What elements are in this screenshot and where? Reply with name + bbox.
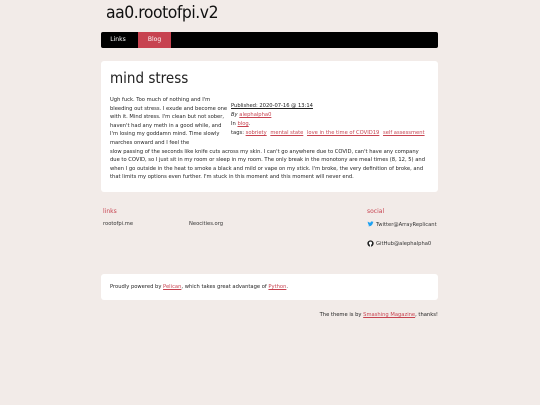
social-heading: social: [367, 208, 385, 215]
in-prefix: In: [231, 121, 236, 127]
post-card: [101, 61, 438, 192]
theme-credit: [320, 312, 438, 318]
post-content-rest: slow passing of the seconds like knife cuts across my skin. I can't go anywhere due to COVID, can't have any company due to COVID, so I just sit in my room or sleep in my room. The only break in the monotony are meal times (8, 12, 5) and when I go outside in the heat to smoke a black and mild or vape on my stick. I'm broke, the very definition of broke, and that limits my options even further. I'm stuck in this moment and this moment will never end.: [110, 148, 425, 181]
twitter-label: Twitter@ArrayReplicant: [376, 222, 437, 228]
tag-link[interactable]: love in the time of COVID19: [306, 130, 380, 136]
tags-prefix: tags:: [231, 130, 244, 136]
github-icon: [367, 240, 374, 247]
links-heading: links: [103, 208, 117, 215]
navbar: [101, 32, 438, 48]
nav-blog[interactable]: Blog: [138, 32, 171, 48]
github-link[interactable]: [367, 240, 431, 247]
powered-prefix: Proudly powered by: [110, 284, 162, 290]
powered-by-card: [101, 274, 438, 300]
smashing-link[interactable]: Smashing Magazine: [363, 312, 416, 318]
powered-suffix: .: [286, 284, 289, 290]
powered-middle: , which takes great advantage of: [181, 284, 267, 290]
theme-suffix: , thanks!: [415, 312, 438, 318]
tag-link[interactable]: sobriety: [245, 130, 267, 136]
tag-link[interactable]: self assessment: [383, 130, 425, 136]
post-content-intro: Ugh fuck. Too much of nothing and I'm bleeding out stress. I exude and become one with it. Mind stress. I'm clean but not sober, haven't had any meth in a good while, and I'm losing my goddamn mind. Time slowly marches onward and I feel the: [110, 97, 228, 146]
footer-links: [101, 205, 438, 265]
python-link[interactable]: Python: [268, 284, 287, 290]
post-meta: Published: 2020-07-16 @ 13:14 By alephalpha0 In blog. tags: sobriety mental state love in the time of COVID19 self assessment: [231, 103, 425, 136]
nav-links[interactable]: Links: [110, 36, 126, 43]
link-neocities[interactable]: Neocities.org: [189, 221, 224, 227]
category-link[interactable]: blog: [237, 121, 249, 127]
post-title[interactable]: mind stress: [110, 69, 189, 87]
author-link[interactable]: alephalpha0: [239, 112, 272, 118]
powered-by-text: [110, 274, 288, 300]
twitter-icon: [367, 221, 374, 228]
published-date[interactable]: Published: 2020-07-16 @ 13:14: [231, 103, 313, 109]
site-title[interactable]: aa0.rootofpi.v2: [106, 3, 219, 23]
tag-link[interactable]: mental state: [270, 130, 304, 136]
twitter-link[interactable]: [367, 221, 437, 228]
by-prefix: By: [231, 112, 238, 118]
link-rootofpi[interactable]: rootofpi.me: [103, 221, 134, 227]
theme-prefix: The theme is by: [319, 312, 362, 318]
pelican-link[interactable]: Pelican: [163, 284, 182, 290]
github-label: GitHub@alephalpha0: [376, 241, 432, 247]
